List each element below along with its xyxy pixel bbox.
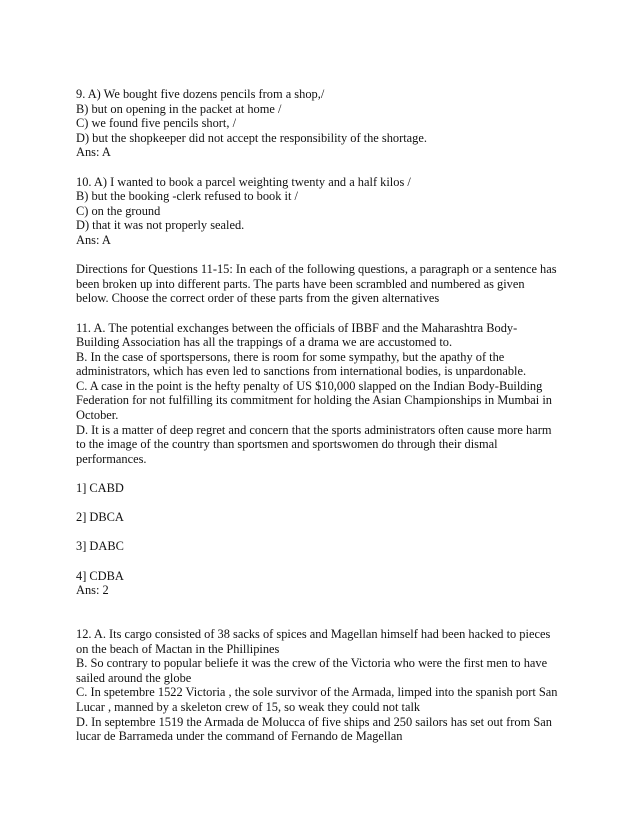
q11-text-line: C. A case in the point is the hefty penalty of US $10,000 slapped on the Indian Body-Building [76,378,543,393]
q12-text-line: C. In spetembre 1522 Victoria , the sole survivor of the Armada, limped into the spanish port San [76,685,558,700]
q12-text-line: 12. A. Its cargo consisted of 38 sacks of spices and Magellan himself had been hacked to pieces [76,626,551,641]
spacer [76,306,576,321]
spacer [76,248,576,263]
q10-part-c: C) on the ground [76,203,161,218]
q11-option-1: 1] CABD [76,481,124,496]
question-11 [76,321,576,467]
spacer [76,160,576,175]
q12-text-line: B. So contrary to popular beliefe it was the crew of the Victoria who were the first men to have [76,656,548,671]
q10-stem: 10. A) I wanted to book a parcel weighting twenty and a half kilos / [76,174,411,189]
q9-part-d: D) but the shopkeeper did not accept the responsibility of the shortage. [76,130,427,145]
q9-part-b: B) but on opening in the packet at home / [76,101,282,116]
q11-text-line: to the image of the country than sportsmen and sportswomen do through their dismal [76,437,498,452]
question-9 [76,87,576,160]
question-10 [76,175,576,248]
q11-text-line: administrators, which has even led to sanctions from international bodies, is unpardonable. [76,364,527,379]
spacer [76,598,576,627]
spacer [76,466,576,481]
q10-answer: Ans: A [76,232,111,247]
q11-answer: Ans: 2 [76,583,109,598]
q11-text-line: B. In the case of sportspersons, there is room for some sympathy, but the apathy of the [76,349,505,364]
spacer [76,525,576,540]
q11-text-line: performances. [76,451,147,466]
q11-text-line: Federation for not fulfilling its commitment for holding the Asian Championships in Mumbai in [76,393,552,408]
q12-text-line: sailed around the globe [76,670,192,685]
q11-text-line: 11. A. The potential exchanges between the officials of IBBF and the Maharashtra Body- [76,320,518,335]
directions [76,262,576,306]
q9-stem: 9. A) We bought five dozens pencils from a shop,/ [76,87,325,101]
q9-answer: Ans: A [76,145,111,160]
q11-text-line: Building Association has all the trappings of a drama we are accustomed to. [76,335,453,350]
spacer [76,554,576,569]
q12-text-line: D. In septembre 1519 the Armada de Molucca of five ships and 250 sailors has set out from San [76,714,552,729]
q11-option-3: 3] DABC [76,539,124,554]
spacer [76,496,576,511]
q11-text-line: October. [76,408,119,423]
q12-text-line: Lucar , manned by a skeleton crew of 15, so weak they could not talk [76,699,421,714]
page-text [76,87,576,744]
q11-text-line: D. It is a matter of deep regret and concern that the sports administrators often cause more harm [76,422,552,437]
directions-line: below. Choose the correct order of these parts from the given alternatives [76,291,440,306]
directions-line: been broken up into different parts. The parts have been scrambled and numbered as given [76,276,525,291]
directions-line: Directions for Questions 11-15: In each of the following questions, a paragraph or a sentence has [76,262,557,277]
q12-text-line: on the beach of Mactan in the Phillipines [76,641,280,656]
q10-part-d: D) that it was not properly sealed. [76,218,245,233]
q10-part-b: B) but the booking -clerk refused to book it / [76,189,298,204]
q11-option-2: 2] DBCA [76,510,124,525]
q9-part-c: C) we found five pencils short, / [76,116,237,131]
q12-text-line: lucar de Barrameda under the command of Fernando de Magellan [76,729,403,744]
q11-option-4: 4] CDBA [76,568,124,583]
question-12 [76,627,576,744]
